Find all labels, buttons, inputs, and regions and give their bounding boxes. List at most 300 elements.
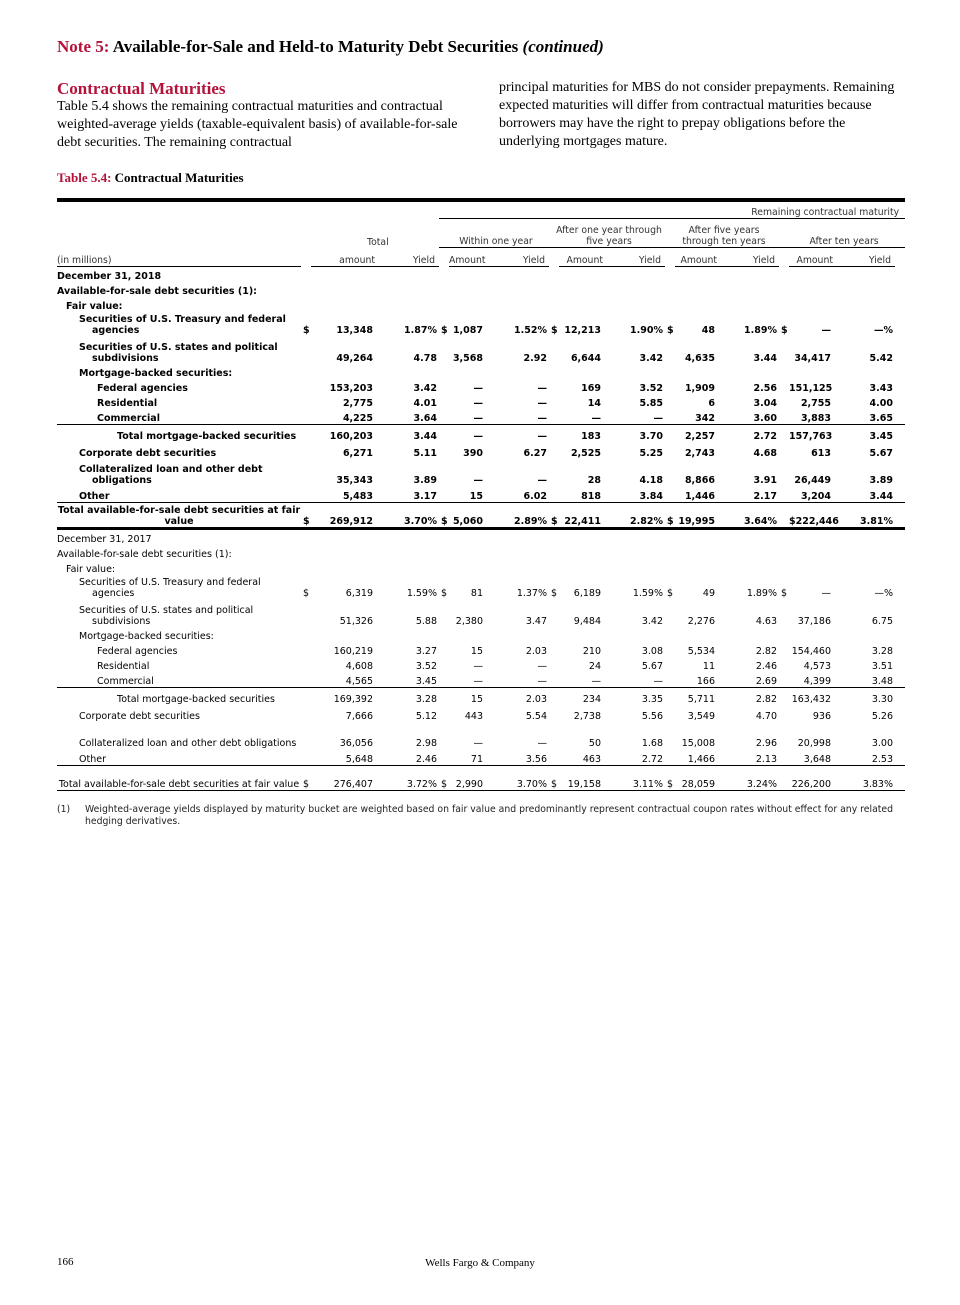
empty-cell <box>549 722 559 749</box>
table-row-treasury <box>57 312 905 336</box>
yield-cell: 2.82% <box>607 503 665 529</box>
group-header-label: After ten years <box>809 236 879 247</box>
dollar-sign: $ <box>551 588 558 599</box>
empty-cell <box>779 394 789 409</box>
column-header: Amount <box>789 248 837 267</box>
empty-cell <box>895 722 905 749</box>
amount-cell: 6 <box>708 398 715 409</box>
row-label <box>57 409 301 425</box>
row-label <box>57 394 301 409</box>
empty-cell <box>549 688 559 706</box>
amount-cell: 154,460 <box>791 646 831 657</box>
empty-cell <box>439 599 449 627</box>
yield-cell: 3.44 <box>869 491 893 502</box>
amount-cell: 6,644 <box>570 353 601 364</box>
yield-cell: 5.67 <box>869 448 893 459</box>
empty-cell <box>665 672 675 688</box>
amount-cell: 169,392 <box>311 688 379 706</box>
yield-cell: 1.90% <box>630 325 663 336</box>
amount-cell: 818 <box>581 491 601 502</box>
note-label: Note 5: <box>57 37 110 56</box>
empty-cell <box>439 486 449 503</box>
yield-cell: 2.72 <box>641 754 663 765</box>
amount-cell: 36,056 <box>339 738 373 749</box>
row-label <box>57 688 301 706</box>
amount-cell: 2,525 <box>570 448 601 459</box>
column-header: Amount <box>675 248 721 267</box>
yield-cell: 2.82 <box>755 646 777 657</box>
yield-cell: — <box>537 383 547 394</box>
amount-cell: 28,059 <box>675 766 721 791</box>
empty-cell <box>895 575 905 599</box>
empty-cell <box>301 657 311 672</box>
row-label <box>57 672 301 688</box>
empty-cell <box>779 722 789 749</box>
dollar-sign: $ <box>549 503 559 529</box>
empty-cell <box>665 336 675 364</box>
empty-cell <box>301 672 311 688</box>
empty-cell <box>895 312 905 336</box>
table-row-federal <box>57 642 905 657</box>
amount-cell: 5,711 <box>675 688 721 706</box>
amount-cell: 276,407 <box>311 766 379 791</box>
empty-cell <box>301 486 311 503</box>
dollar-sign <box>779 766 789 791</box>
table-caption <box>57 170 244 186</box>
table-row-commercial <box>57 409 905 425</box>
column-header: Amount <box>559 248 607 267</box>
row-label-text: Residential <box>97 661 150 672</box>
table-row-total <box>57 766 905 791</box>
empty-cell <box>301 705 311 722</box>
amount-cell: 15 <box>470 646 483 657</box>
amount-cell: 12,213 <box>564 325 601 336</box>
row-label-text: Collateralized loan and other debt obligations <box>79 464 263 486</box>
yield-cell: 2.46 <box>755 661 777 672</box>
yield-cell: 3.72% <box>379 766 439 791</box>
row-label-text: Total available-for-sale debt securities at fair value <box>57 505 301 527</box>
row-label-text: Total mortgage-backed securities <box>117 431 297 442</box>
table-row-total_mbs <box>57 425 905 443</box>
dollar-sign: $ <box>667 588 674 599</box>
yield-cell: — <box>537 738 547 749</box>
empty-cell <box>665 722 675 749</box>
amount-cell: 5,060 <box>449 503 489 529</box>
intro-paragraph-right: principal maturities for MBS do not consider prepayments. Remaining expected maturities will differ from contractual maturities because borrowers may have the right to prepay obligations before the underlying mortgages mature. <box>499 80 895 149</box>
yield-cell: 2.46 <box>415 754 437 765</box>
amount-cell: 3,568 <box>452 353 483 364</box>
yield-cell: — <box>537 398 547 409</box>
empty-cell <box>895 705 905 722</box>
header-row-super <box>57 202 905 219</box>
yield-cell: 6.02 <box>523 491 547 502</box>
row-label <box>57 486 301 503</box>
dollar-sign: $ <box>301 503 311 529</box>
empty-cell <box>549 642 559 657</box>
yield-cell: 3.83% <box>837 766 895 791</box>
yield-cell: 1.87% <box>404 325 437 336</box>
row-label <box>57 336 301 364</box>
empty-cell <box>549 425 559 443</box>
row-label <box>57 442 301 459</box>
row-label-text: Total available-for-sale debt securities at fair value <box>58 779 300 790</box>
yield-cell: 5.67 <box>641 661 663 672</box>
mbs-heading-y2018 <box>57 364 905 379</box>
amount-cell: 81 <box>470 588 483 599</box>
yield-cell: 5.54 <box>525 711 547 722</box>
amount-cell: 3,648 <box>803 754 831 765</box>
dollar-sign: $ <box>303 588 310 599</box>
header-row-columns <box>57 248 905 267</box>
amount-cell: 169 <box>581 383 601 394</box>
empty-cell <box>301 688 311 706</box>
amount-cell: — <box>591 413 601 424</box>
empty-cell <box>57 219 301 248</box>
dollar-sign: $ <box>667 325 674 336</box>
empty-cell <box>549 672 559 688</box>
empty-cell <box>439 409 449 425</box>
empty-cell <box>439 749 449 766</box>
yield-cell: 3.43 <box>869 383 893 394</box>
amount-cell: 153,203 <box>329 383 373 394</box>
yield-cell: 3.11% <box>607 766 665 791</box>
empty-cell <box>301 336 311 364</box>
yield-cell: — <box>653 676 663 687</box>
empty-cell <box>549 409 559 425</box>
yield-cell: 1.89% <box>744 325 777 336</box>
amount-cell: 6,189 <box>573 588 601 599</box>
amount-cell: 210 <box>582 646 601 657</box>
table-row-corporate <box>57 442 905 459</box>
dollar-sign: $ <box>441 588 448 599</box>
empty-cell <box>895 442 905 459</box>
empty-cell <box>895 503 905 529</box>
empty-cell <box>301 749 311 766</box>
yield-cell: 3.51 <box>871 661 893 672</box>
yield-cell: 2.03 <box>489 688 549 706</box>
group-header-five-ten <box>665 219 779 248</box>
amount-cell: 151,125 <box>789 383 833 394</box>
footnote-text: Weighted-average yields displayed by maturity bucket are weighted based on fair value and predominantly represent contractual coupon rates without effect for any related hedging derivatives. <box>85 804 894 827</box>
row-label-text: Collateralized loan and other debt obligations <box>79 738 297 749</box>
amount-cell: 160,203 <box>311 425 379 443</box>
yield-cell: 3.04 <box>753 398 777 409</box>
amount-cell: 19,995 <box>675 503 721 529</box>
section-heading: Contractual Maturities <box>57 79 226 98</box>
yield-cell: 1.68 <box>641 738 663 749</box>
dollar-sign <box>779 503 789 529</box>
yield-cell: 5.11 <box>413 448 437 459</box>
afs-heading-y2017-label: Available-for-sale debt securities (1): <box>57 549 232 560</box>
amount-cell: — <box>473 383 483 394</box>
yield-cell: 3.52 <box>639 383 663 394</box>
amount-cell: 4,399 <box>803 676 831 687</box>
fair-value-heading-y2018 <box>57 297 905 312</box>
intro-left-column <box>57 79 472 152</box>
yield-cell: 3.44 <box>753 353 777 364</box>
empty-cell <box>895 599 905 627</box>
amount-cell: — <box>473 413 483 424</box>
yield-cell: 4.68 <box>753 448 777 459</box>
yield-cell: —% <box>873 325 893 336</box>
table-caption-title: Contractual Maturities <box>114 170 244 185</box>
empty-cell <box>301 722 311 749</box>
empty-cell <box>895 409 905 425</box>
amount-cell: 160,219 <box>333 646 373 657</box>
amount-cell: — <box>821 325 831 336</box>
empty-cell <box>301 409 311 425</box>
empty-cell <box>895 642 905 657</box>
group-header-label: After five years through ten years <box>682 225 766 247</box>
dollar-sign: $ <box>665 766 675 791</box>
empty-cell <box>665 248 675 267</box>
row-label-text: Other <box>79 754 106 765</box>
yield-cell: 2.89% <box>489 503 549 529</box>
empty-cell <box>895 336 905 364</box>
amount-cell: 2,276 <box>687 616 715 627</box>
section-date-y2017-label: December 31, 2017 <box>57 529 905 546</box>
table-row-residential <box>57 394 905 409</box>
amount-cell: 7,666 <box>345 711 373 722</box>
empty-cell <box>665 705 675 722</box>
yield-cell: 3.42 <box>413 383 437 394</box>
amount-cell: 2,755 <box>800 398 831 409</box>
amount-cell: 5,534 <box>687 646 715 657</box>
yield-cell: 3.00 <box>871 738 893 749</box>
yield-cell: 1.59% <box>632 588 663 599</box>
footnote-number: (1) <box>57 804 71 815</box>
amount-cell: 226,200 <box>789 766 837 791</box>
fair-value-heading-y2018-label: Fair value: <box>66 301 123 312</box>
yield-cell: 3.24% <box>721 766 779 791</box>
amount-cell: 2,738 <box>573 711 601 722</box>
row-label <box>57 657 301 672</box>
amount-cell: 19,158 <box>559 766 607 791</box>
row-label-text: Corporate debt securities <box>79 448 217 459</box>
amount-cell: 463 <box>582 754 601 765</box>
empty-cell <box>779 672 789 688</box>
amount-cell: — <box>591 676 601 687</box>
empty-cell <box>665 379 675 394</box>
yield-cell: — <box>537 661 547 672</box>
table-row-states <box>57 599 905 627</box>
yield-cell: 3.52 <box>415 661 437 672</box>
empty-cell <box>895 425 905 443</box>
page-number: 166 <box>57 1256 74 1268</box>
dollar-sign: $ <box>781 588 788 599</box>
row-label-text: Federal agencies <box>97 646 178 657</box>
empty-cell <box>779 486 789 503</box>
yield-cell: 2.69 <box>755 676 777 687</box>
amount-cell: $222,446 <box>789 503 837 529</box>
amount-cell: 4,225 <box>342 413 373 424</box>
amount-cell: 3,204 <box>800 491 831 502</box>
row-label-text: Residential <box>97 398 158 409</box>
yield-cell: 4.00 <box>869 398 893 409</box>
row-label-text: Commercial <box>97 676 154 687</box>
dollar-sign: $ <box>551 325 558 336</box>
row-label-text: Total mortgage-backed securities <box>117 694 275 705</box>
amount-cell: — <box>473 398 483 409</box>
empty-cell <box>439 248 449 267</box>
amount-cell: — <box>821 588 831 599</box>
table-caption-label: Table 5.4: <box>57 170 112 185</box>
row-label <box>57 459 301 486</box>
yield-cell: 5.26 <box>871 711 893 722</box>
yield-cell: 3.91 <box>753 475 777 486</box>
yield-cell: 3.35 <box>607 688 665 706</box>
empty-cell <box>549 459 559 486</box>
table-row-other <box>57 486 905 503</box>
yield-cell: 4.63 <box>755 616 777 627</box>
yield-cell: 3.27 <box>415 646 437 657</box>
empty-cell <box>57 202 301 219</box>
empty-cell <box>779 657 789 672</box>
empty-cell <box>379 202 439 219</box>
empty-cell <box>895 749 905 766</box>
row-label-text: Securities of U.S. states and political subdivisions <box>79 342 278 364</box>
dollar-sign: $ <box>303 325 310 336</box>
yield-cell: — <box>653 413 663 424</box>
table-row-residential <box>57 657 905 672</box>
empty-cell <box>549 379 559 394</box>
yield-cell: 3.30 <box>837 688 895 706</box>
empty-cell <box>549 442 559 459</box>
amount-cell: 163,432 <box>789 688 837 706</box>
empty-cell <box>665 394 675 409</box>
empty-cell <box>301 599 311 627</box>
yield-cell: 1.52% <box>514 325 547 336</box>
empty-cell <box>665 749 675 766</box>
column-header: Yield <box>837 248 895 267</box>
group-header-label: Within one year <box>459 236 533 247</box>
amount-cell: 20,998 <box>797 738 831 749</box>
empty-cell <box>301 425 311 443</box>
footnote <box>57 804 905 828</box>
empty-cell <box>779 379 789 394</box>
yield-cell: 2.96 <box>755 738 777 749</box>
amount-cell: 4,573 <box>803 661 831 672</box>
empty-cell <box>301 248 311 267</box>
empty-cell <box>779 749 789 766</box>
yield-cell: 1.37% <box>516 588 547 599</box>
amount-cell: 1,446 <box>684 491 715 502</box>
mbs-heading-y2017-label: Mortgage-backed securities: <box>79 631 214 642</box>
empty-cell <box>439 442 449 459</box>
super-header: Remaining contractual maturity <box>439 202 905 219</box>
group-header-ten-plus <box>779 219 905 248</box>
amount-cell: 5,483 <box>342 491 373 502</box>
amount-cell: 4,565 <box>345 676 373 687</box>
yield-cell: 2.53 <box>871 754 893 765</box>
empty-cell <box>549 705 559 722</box>
amount-cell: 48 <box>701 325 715 336</box>
empty-cell <box>439 688 449 706</box>
group-header-total: Total <box>367 236 389 248</box>
yield-cell: 3.45 <box>837 425 895 443</box>
yield-cell: 6.27 <box>523 448 547 459</box>
empty-cell <box>779 248 789 267</box>
yield-cell: 3.56 <box>525 754 547 765</box>
table-row-commercial <box>57 672 905 688</box>
amount-cell: 166 <box>696 676 715 687</box>
dollar-sign: $ <box>781 325 788 336</box>
empty-cell <box>549 394 559 409</box>
table-row-total <box>57 503 905 529</box>
empty-cell <box>549 336 559 364</box>
amount-cell: 1,466 <box>687 754 715 765</box>
empty-cell <box>439 705 449 722</box>
yield-cell: 3.48 <box>871 676 893 687</box>
empty-cell <box>549 486 559 503</box>
row-label-text: Securities of U.S. Treasury and federal agencies <box>79 577 261 599</box>
mbs-heading-y2018-label: Mortgage-backed securities: <box>79 368 233 379</box>
amount-cell: 2,775 <box>342 398 373 409</box>
row-label <box>57 722 301 749</box>
column-header: Yield <box>607 248 665 267</box>
empty-cell <box>779 442 789 459</box>
empty-cell <box>895 486 905 503</box>
row-label <box>57 312 301 336</box>
section-date-y2018-label: December 31, 2018 <box>57 271 162 282</box>
yield-cell: 5.85 <box>639 398 663 409</box>
empty-cell <box>779 705 789 722</box>
maturities-table-wrapper <box>57 198 905 791</box>
yield-cell: — <box>537 676 547 687</box>
fair-value-heading-y2017-label: Fair value: <box>66 564 116 575</box>
yield-cell: 3.28 <box>379 688 439 706</box>
yield-cell: 2.17 <box>753 491 777 502</box>
empty-cell <box>301 202 311 219</box>
column-header: (in millions) <box>57 248 301 267</box>
amount-cell: 71 <box>470 754 483 765</box>
empty-cell <box>665 688 675 706</box>
row-label <box>57 503 301 529</box>
yield-cell: 3.47 <box>525 616 547 627</box>
amount-cell: 3,883 <box>800 413 831 424</box>
amount-cell: 28 <box>587 475 601 486</box>
yield-cell: 3.45 <box>415 676 437 687</box>
amount-cell: 443 <box>464 711 483 722</box>
yield-cell: — <box>537 475 547 486</box>
empty-cell <box>439 394 449 409</box>
row-label <box>57 705 301 722</box>
table-row-treasury <box>57 575 905 599</box>
column-header: Yield <box>379 248 439 267</box>
empty-cell <box>439 657 449 672</box>
amount-cell: — <box>473 661 483 672</box>
amount-cell: 157,763 <box>789 425 837 443</box>
empty-cell <box>665 486 675 503</box>
section-date-y2018 <box>57 267 905 283</box>
afs-heading-y2017 <box>57 545 905 560</box>
empty-cell <box>779 459 789 486</box>
dollar-sign: $ <box>665 503 675 529</box>
empty-cell <box>665 642 675 657</box>
amount-cell: 13,348 <box>336 325 373 336</box>
yield-cell: 2.72 <box>721 425 779 443</box>
amount-cell: 183 <box>559 425 607 443</box>
yield-cell: — <box>489 425 549 443</box>
empty-cell <box>779 336 789 364</box>
afs-heading-y2018-label: Available-for-sale debt securities (1): <box>57 286 257 297</box>
empty-cell <box>895 688 905 706</box>
mbs-heading-y2017 <box>57 627 905 642</box>
table-row-corporate <box>57 705 905 722</box>
row-label-text: Securities of U.S. states and political subdivisions <box>79 605 254 627</box>
amount-cell: 50 <box>588 738 601 749</box>
row-label <box>57 766 301 791</box>
